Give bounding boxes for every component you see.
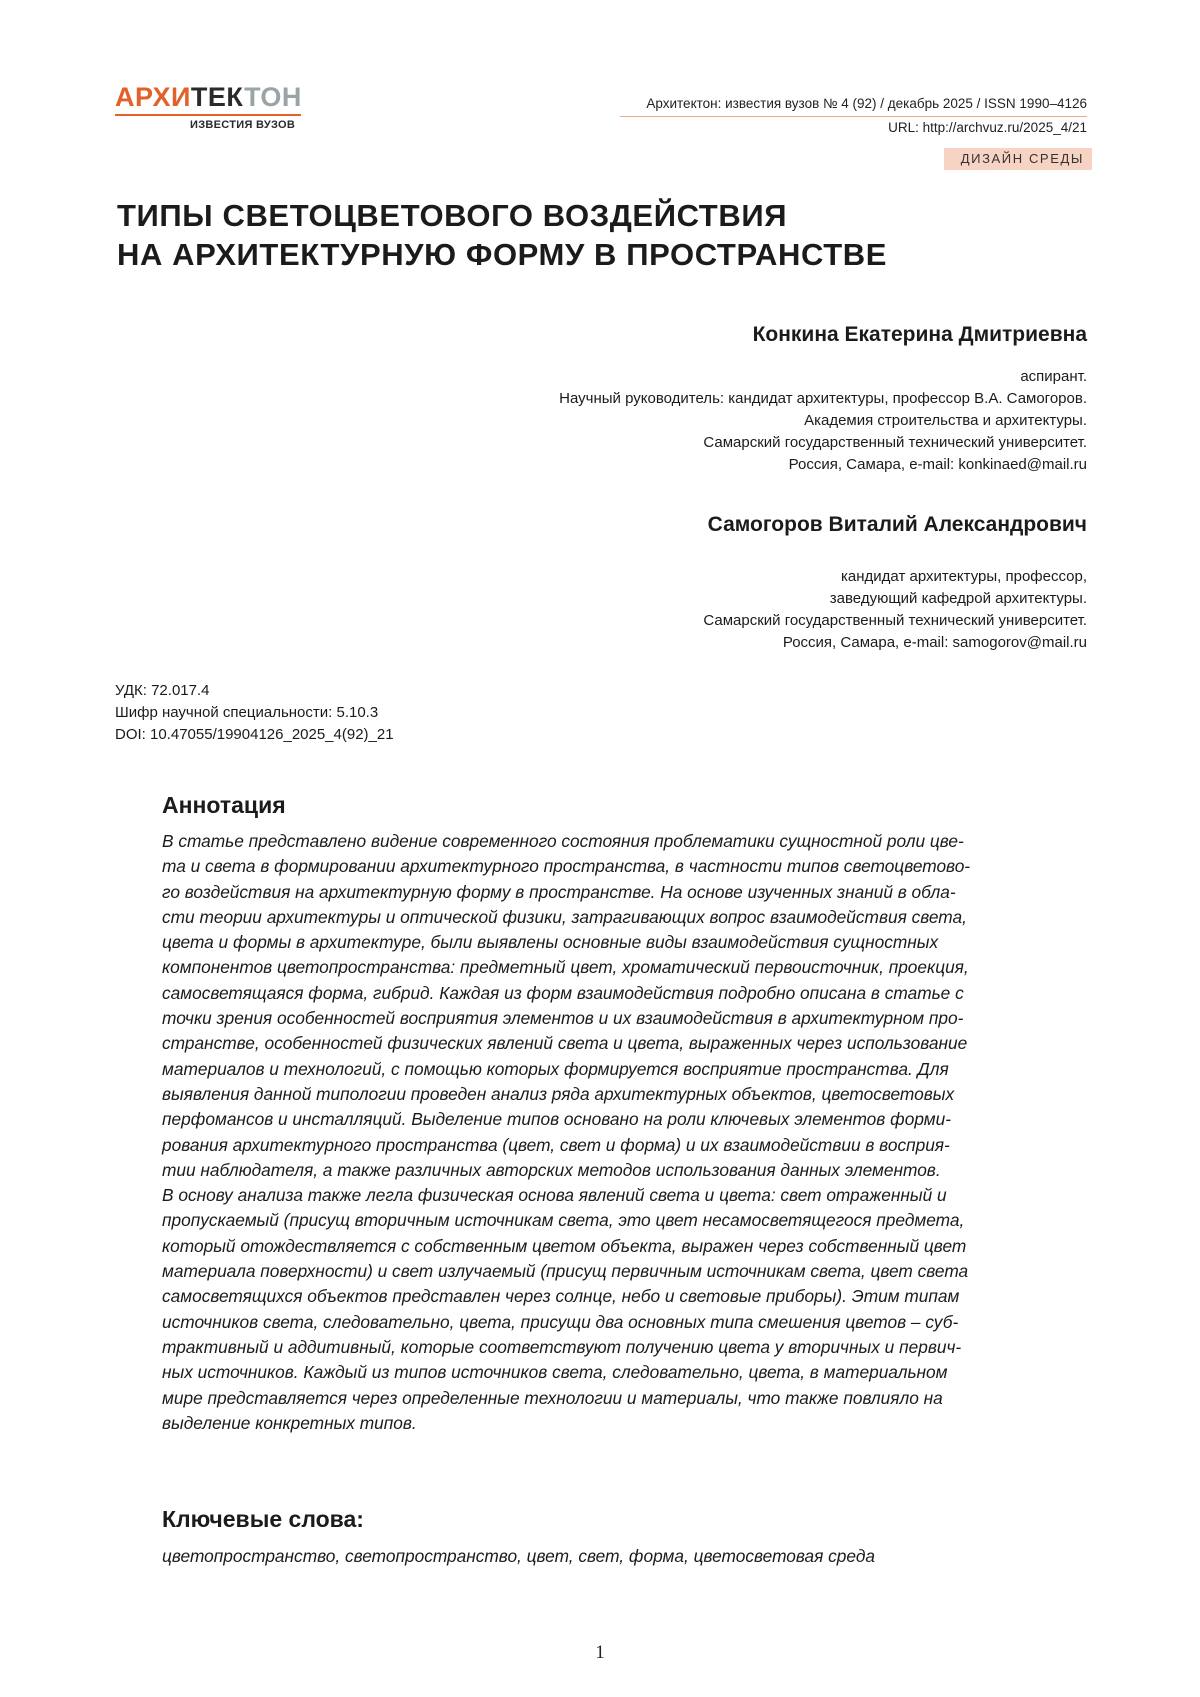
specialty-code: Шифр научной специальности: 5.10.3 [115, 704, 379, 721]
abstract-line: компонентов цветопространства: предметный цвет, хроматический первоисточник, проекция, [162, 957, 969, 978]
abstract-line: пропускаемый (присущ вторичным источникам света, это цвет несамосветящегося предмета, [162, 1210, 965, 1231]
abstract-line: сти теории архитектуры и оптической физики, затрагивающих вопрос взаимодействия света, [162, 906, 967, 927]
author-academy: Академия строительства и архитектуры. [804, 412, 1087, 429]
abstract-line: та и света в формировании архитектурного пространства, в частности типов светоцветово- [162, 856, 971, 877]
keywords-heading: Ключевые слова: [162, 1506, 364, 1532]
section-tag-label: ДИЗАЙН СРЕДЫ [960, 151, 1084, 166]
author-name: Конкина Екатерина Дмитриевна [752, 323, 1087, 346]
abstract-line: точки зрения особенностей восприятия элементов и их взаимодействия в архитектурном про- [162, 1008, 964, 1029]
logo-wordmark: АРХИТЕКТОН [115, 82, 302, 112]
abstract-line: самосветящихся объектов представлен через солнце, небо и световые приборы). Этим типам [162, 1286, 960, 1307]
abstract-line: цвета и формы в архитектуре, были выявлены основные виды взаимодействия сущностных [162, 932, 939, 953]
abstract-line: материалов и технологий, с помощью которых формируется восприятие пространства. Для [162, 1058, 949, 1079]
article-title [117, 196, 1017, 274]
article-meta [115, 680, 394, 746]
journal-logo [115, 82, 305, 131]
abstract-line: трактивный и аддитивный, которые соответствуют получению цвета у вторичных и первич- [162, 1336, 962, 1357]
abstract-line: выявления данной типологии проведен анализ ряда архитектурных объектов, цветосветовых [162, 1083, 955, 1104]
keywords-text: цветопространство, светопространство, цвет, свет, форма, цветосветовая среда [162, 1546, 875, 1566]
abstract-line: го воздействия на архитектурную форму в пространстве. На основе изученных знаний в обла- [162, 881, 956, 902]
abstract-line: тии наблюдателя, а также различных авторских методов использования данных элементов. [162, 1159, 941, 1180]
logo-underline [115, 114, 301, 116]
author-supervisor: Научный руководитель: кандидат архитектуры, профессор В.А. Самогоров. [559, 390, 1087, 407]
author-name: Самогоров Виталий Александрович [707, 513, 1087, 536]
udk: УДК: 72.017.4 [115, 682, 210, 699]
article-url[interactable]: URL: http://archvuz.ru/2025_4/21 [888, 120, 1087, 135]
title-line-2: НА АРХИТЕКТУРНУЮ ФОРМУ В ПРОСТРАНСТВЕ [117, 237, 887, 272]
author-position: аспирант. [1020, 368, 1087, 385]
logo-subtitle: ИЗВЕСТИЯ ВУЗОВ [190, 119, 296, 131]
author-contact: Россия, Самара, e-mail: konkinaed@mail.ru [788, 456, 1087, 473]
abstract-line: материала поверхности) и свет излучаемый (присущ первичным источникам света, цвет света [162, 1261, 969, 1282]
header-divider [620, 116, 1087, 117]
abstract-line: странстве, особенностей физических явлений света и цвета, выраженных через использование [162, 1033, 968, 1054]
title-line-1: ТИПЫ СВЕТОЦВЕТОВОГО ВОЗДЕЙСТВИЯ [117, 198, 788, 233]
author-block-1 [559, 322, 1087, 476]
abstract-line: В основу анализа также легла физическая основа явлений света и цвета: свет отраженный и [162, 1185, 947, 1206]
journal-issue-info: Архитектон: известия вузов № 4 (92) / декабрь 2025 / ISSN 1990–4126 [646, 96, 1087, 111]
abstract-line: мире представляется через определенные технологии и материалы, что также повлияло на [162, 1387, 943, 1408]
author-department: заведующий кафедрой архитектуры. [829, 590, 1087, 607]
abstract-line: В статье представлено видение современного состояния проблематики сущностной роли цве- [162, 831, 964, 851]
abstract-heading: Аннотация [162, 792, 286, 818]
author-university: Самарский государственный технический университет. [703, 612, 1087, 629]
abstract-line: ных источников. Каждый из типов источников света, следовательно, цвета, в материальном [162, 1362, 948, 1383]
abstract-line: выделение конкретных типов. [162, 1412, 417, 1433]
author-contact: Россия, Самара, e-mail: samogorov@mail.ru [782, 634, 1087, 651]
abstract-line: который отождествляется с собственным цветом объекта, выражен через собственный цвет [162, 1235, 967, 1256]
page-number: 1 [595, 1642, 605, 1663]
abstract-line: самосветящаяся форма, гибрид. Каждая из форм взаимодействия подробно описана в статье с [162, 982, 964, 1003]
abstract-line: источников света, следовательно, цвета, присущи два основных типа смешения цветов – суб- [162, 1311, 959, 1332]
abstract-line: рования архитектурного пространства (цвет, свет и форма) и их взаимодействии в восприя- [162, 1134, 950, 1155]
author-position: кандидат архитектуры, профессор, [841, 568, 1087, 585]
abstract-line: перфомансов и инсталляций. Выделение типов основано на роли ключевых элементов форми- [162, 1109, 951, 1130]
author-university: Самарский государственный технический университет. [703, 434, 1087, 451]
doi: DOI: 10.47055/19904126_2025_4(92)_21 [115, 726, 394, 743]
section-tag [944, 148, 1092, 170]
author-block-2 [703, 512, 1087, 654]
abstract-body [162, 829, 1089, 1436]
